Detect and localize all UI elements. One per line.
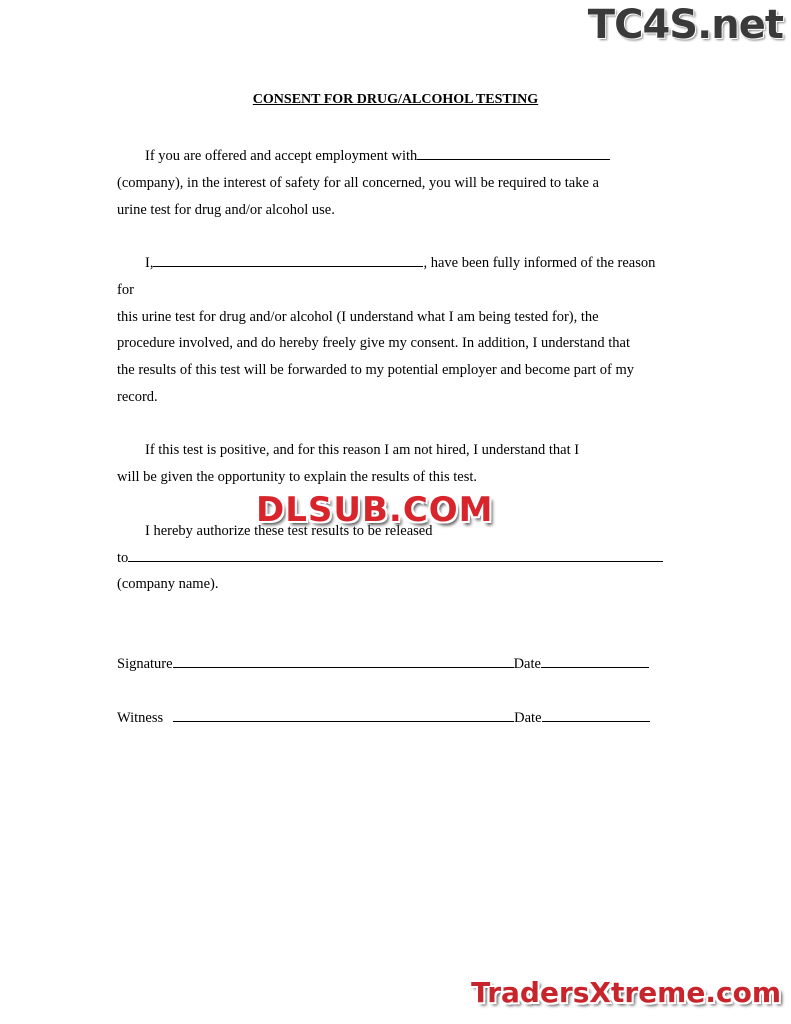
signature-label: Signature	[117, 656, 173, 672]
p4-line-1: I hereby authorize these test results to be released	[145, 523, 433, 539]
p1-line-3: urine test for drug and/or alcohol use.	[117, 202, 335, 218]
document-title: CONSENT FOR DRUG/ALCOHOL TESTING	[252, 92, 539, 107]
signature-blank[interactable]	[173, 655, 514, 668]
witness-date-blank[interactable]	[542, 709, 650, 722]
employer-blank[interactable]	[417, 147, 610, 160]
p2-line-4: procedure involved, and do hereby freely give my consent. In addition, I understand that	[117, 335, 630, 351]
signature-row	[117, 655, 649, 673]
signature-date-blank[interactable]	[541, 655, 649, 668]
p4-line-3: (company name).	[117, 576, 219, 592]
p1-line-2: (company), in the interest of safety for all concerned, you will be required to take a	[117, 175, 599, 191]
witness-date-label: Date	[514, 710, 542, 726]
applicant-name-blank[interactable]	[153, 254, 423, 267]
watermark-tc4s: TC4S.net	[587, 2, 783, 48]
p2-line-1-start: I,	[145, 255, 154, 271]
p2-line-1	[145, 254, 655, 272]
p1-line-1-text: If you are offered and accept employment with	[145, 148, 418, 164]
p3-line-2: will be given the opportunity to explain the results of this test.	[117, 469, 478, 485]
witness-blank[interactable]	[173, 709, 514, 722]
p2-line-5: the results of this test will be forwarded to my potential employer and become part of my	[117, 362, 635, 378]
p4-line-2	[117, 549, 663, 567]
witness-label: Witness	[117, 710, 164, 726]
p2-line-2: for	[117, 282, 134, 298]
p2-line-1-end: , have been fully informed of the reason	[423, 255, 656, 271]
p4-line-2-text: to	[117, 550, 129, 566]
signature-date-label: Date	[513, 656, 541, 672]
release-to-blank[interactable]	[128, 549, 663, 562]
p3-line-1: If this test is positive, and for this reason I am not hired, I understand that I	[145, 442, 580, 458]
witness-row	[117, 709, 650, 727]
p1-line-1	[145, 147, 610, 165]
watermark-dlsub: DLSUB.COM	[256, 490, 494, 530]
p2-line-3: this urine test for drug and/or alcohol (I understand what I am being tested for), the	[117, 309, 599, 325]
watermark-tradersxtreme: TradersXtreme.com	[471, 976, 781, 1009]
p2-line-6: record.	[117, 389, 158, 405]
